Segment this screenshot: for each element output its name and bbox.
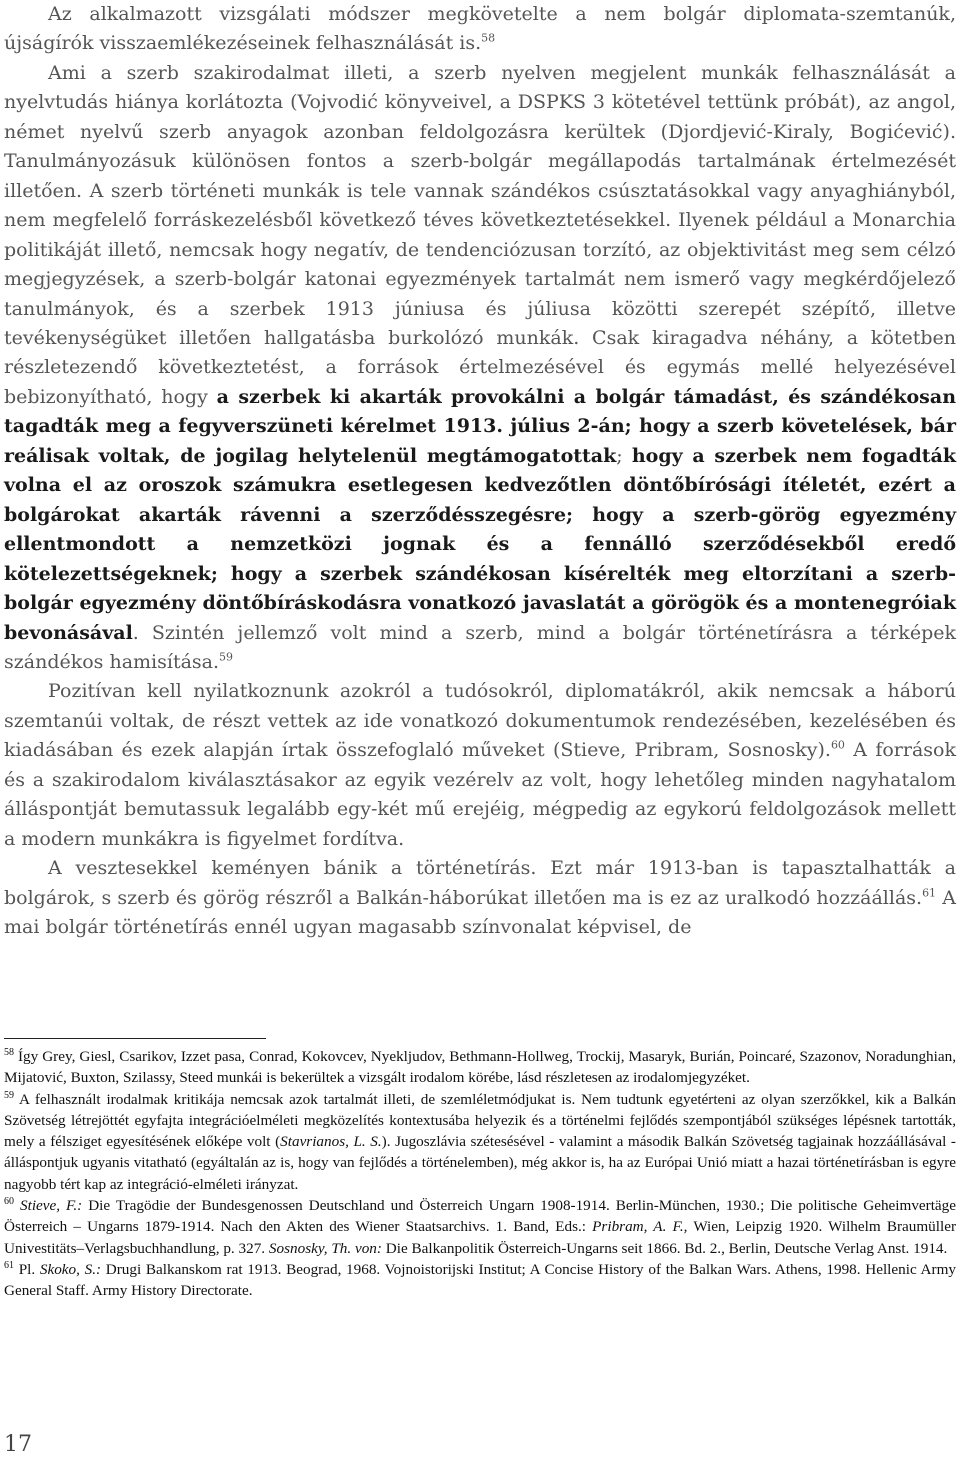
footnote-ref: 61 (922, 886, 937, 900)
italic-run: Stieve, F.: (20, 1197, 83, 1215)
footnote-ref: 59 (4, 1089, 14, 1101)
bold-run: a szerbek ki akarták provokálni a bolgár támadást, és szándékosan tagadták meg a fegyverszüneti kérelmet 1913. július 2-án; hogy a szerb követelések, bár reálisak voltak, de jogilag helytelenül megtámogatottak (4, 385, 957, 467)
footnote (4, 1195, 956, 1259)
footnote-ref: 58 (4, 1046, 14, 1058)
paragraph (4, 854, 956, 942)
footnote (4, 1259, 956, 1302)
text-run: Wien, Leipzig 1920. Wilhelm Braumüller Univestitäts–Verlagsbuchhandlung, p. 327. (4, 1218, 956, 1257)
text-run: Így Grey, Giesl, Csarikov, Izzet pasa, Conrad, Kokovcev, Nyekljudov, Bethmann-Hollweg, Trockij, Masaryk, Burián, Poincaré, Szazonov, Noradunghian, Mijatović, Buxton, Szilassy, Steed munkái is bekerültek a vizsgált irodalom körébe, lásd részletesen az irodalomjegyzéket. (4, 1048, 956, 1087)
text-run: A források és a szakirodalom kiválasztásakor az egyik vezérelv az volt, hogy lehetőleg minden nagyhatalom álláspontját bemutassuk legalább egy-két mű erejéig, mégpedig az egykorú feldolgozások mellett a modern munkákra is figyelmet fordítva. (4, 739, 957, 850)
text-run: Pozitívan kell nyilatkoznunk azokról a tudósokról, diplomatákról, akik nemcsak a háború szemtanúi voltak, de részt vettek az ide vonatkozó dokumentumok rendezésében, kezelésében és kiadásában és ezek alapján írtak összefoglaló műveket (Stieve, Pribram, Sosnosky). (4, 680, 956, 762)
paragraph (4, 677, 956, 854)
text-run: Ami a szerb szakirodalmat illeti, a szerb nyelven megjelent munkák felhasználását a nyelvtudás hiánya korlátozta (Vojvodić könyveivel, a DSPKS 3 kötetével tettünk próbát), az angol, német nyelvű szerb anyagok azonban feldolgozásra kerültek (Djordjević-Kiraly, Bogićević). Tanulmányozásuk különösen fontos a szerb-bolgár megállapodás tartalmának értelmezését illetően. A szerb történeti munkák is tele vannak szándékos csúsztatásokkal vagy anyaghiányból, nem megfelelő forráskezelésből következő téves következtetésekkel. Ilyenek például a Monarchia politikáját illető, nemcsak hogy negatív, de tendenciózusan torzító, az objektivitást meg sem célzó megjegyzések, a szerb-bolgár katonai egyezmények tartalmát nem ismerő vagy megkérdőjelező tanulmányok, és a szerbek 1913 júniusa és júliusa közötti szerepét szépítő, illetve tevékenységüket illetően hallgatásba burkolózó munkák. Csak kiragadva néhány, a kötetben részletezendő következtetést, a források értelmezésével és egymás mellé helyezésével bebizonyítható, hogy (4, 61, 956, 408)
text-run: . Szintén jellemző volt mind a szerb, mind a bolgár történetírásra a térképek szándékos hamisítása. (4, 621, 956, 673)
footnote-ref: 59 (219, 650, 234, 664)
text-run: ). Jugoszlávia szétesésével - valamint a második Balkán Szövetség tagjainak hozzáállásával - álláspontjuk ugyanis vitatható (egyáltalán az is, hogy van fejlődés a történelemben), még akkor is, ha az Európai Unió miatt a hazai történetírásban is egyre nagyobb tért kap az integráció-elméleti irányzat. (4, 1133, 956, 1193)
footnotes (4, 1046, 956, 1302)
italic-run: Stavrianos, L. S. (280, 1133, 382, 1151)
paragraph (4, 59, 956, 678)
text-run: ; (616, 444, 632, 467)
text-run: Az alkalmazott vizsgálati módszer megkövetelte a nem bolgár diplomata-szemtanúk, újságírók visszaemlékezéseinek felhasználását is. (4, 3, 956, 55)
text-run: A vesztesekkel keményen bánik a történetírás. Ezt már 1913-ban is tapasztalhatták a bolgárok, s szerb és görög részről a Balkán-háborúkat illetően ma is ez az uralkodó hozzáállás. (4, 857, 956, 909)
italic-run: Sosnosky, Th. von: (268, 1239, 382, 1257)
footnote-ref: 61 (4, 1259, 14, 1271)
text-run: A felhasznált irodalmak kritikája nemcsak azok tartalmát illeti, de szemléletmódjukat is. Nem tudtunk egyetérteni az olyan szerzőkkel, kik a Balkán Szövetség létrejöttét egyfajta integrációelméleti megközelítés kontextusába helyezik és a történelmi fejlődés szempontjából szükséges lépésnek tartották, mely a félsziget egyesítésének előképe volt ( (4, 1090, 956, 1151)
italic-run: Pribram, A. F., (592, 1218, 688, 1236)
paragraph (4, 0, 956, 59)
text-run: Die Balkanpolitik Österreich-Ungarns seit 1866. Bd. 2., Berlin, Deutsche Verlag Anst. 1914. (381, 1239, 948, 1257)
text-run: Drugi Balkanskom rat 1913. Beograd, 1968. Vojnoistorijski Institut; A Concise History of the Balkan Wars. Athens, 1998. Hellenic Army General Staff. Army History Directorate. (4, 1260, 956, 1300)
text-run: Die Tragödie der Bundesgenossen Deutschland und Österreich Ungarn 1908-1914. Berlin-München, 1930.; Die politische Geheimvertäge Österreich – Ungarns 1879-1914. Nach den Akten des Wiener Staatsarchivs. 1. Band, Eds.: (4, 1197, 957, 1236)
text-run: A mai bolgár történetírás ennél ugyan magasabb színvonalat képvisel, de (4, 886, 956, 939)
body-text (4, 0, 956, 943)
italic-run: Skoko, S.: (39, 1260, 102, 1278)
footnote-ref: 60 (4, 1196, 14, 1208)
text-run: Pl. (14, 1260, 40, 1278)
page-number: 17 (4, 1432, 32, 1457)
footnote-ref: 58 (481, 32, 496, 46)
footnote (4, 1046, 956, 1089)
bold-run: hogy a szerbek nem fogadták volna el az oroszok számukra esetlegesen kedvezőtlen döntőbírósági ítéletét, ezért a bolgárokat akarták rávenni a szerződésszegésre; hogy a szerb-görög egyezmény ellentmondott a nemzetközi jognak és a fennálló szerződésekből eredő kötelezettségeknek; hogy a szerbek szándékosan kísérelték meg eltorzítani a szerb-bolgár egyezmény döntőbíráskodásra vonatkozó javaslatát a görögök és a montenegróiak bevonásával (4, 444, 956, 644)
footnote-separator (4, 1038, 266, 1039)
footnote-ref: 60 (830, 739, 845, 752)
footnote (4, 1089, 956, 1195)
